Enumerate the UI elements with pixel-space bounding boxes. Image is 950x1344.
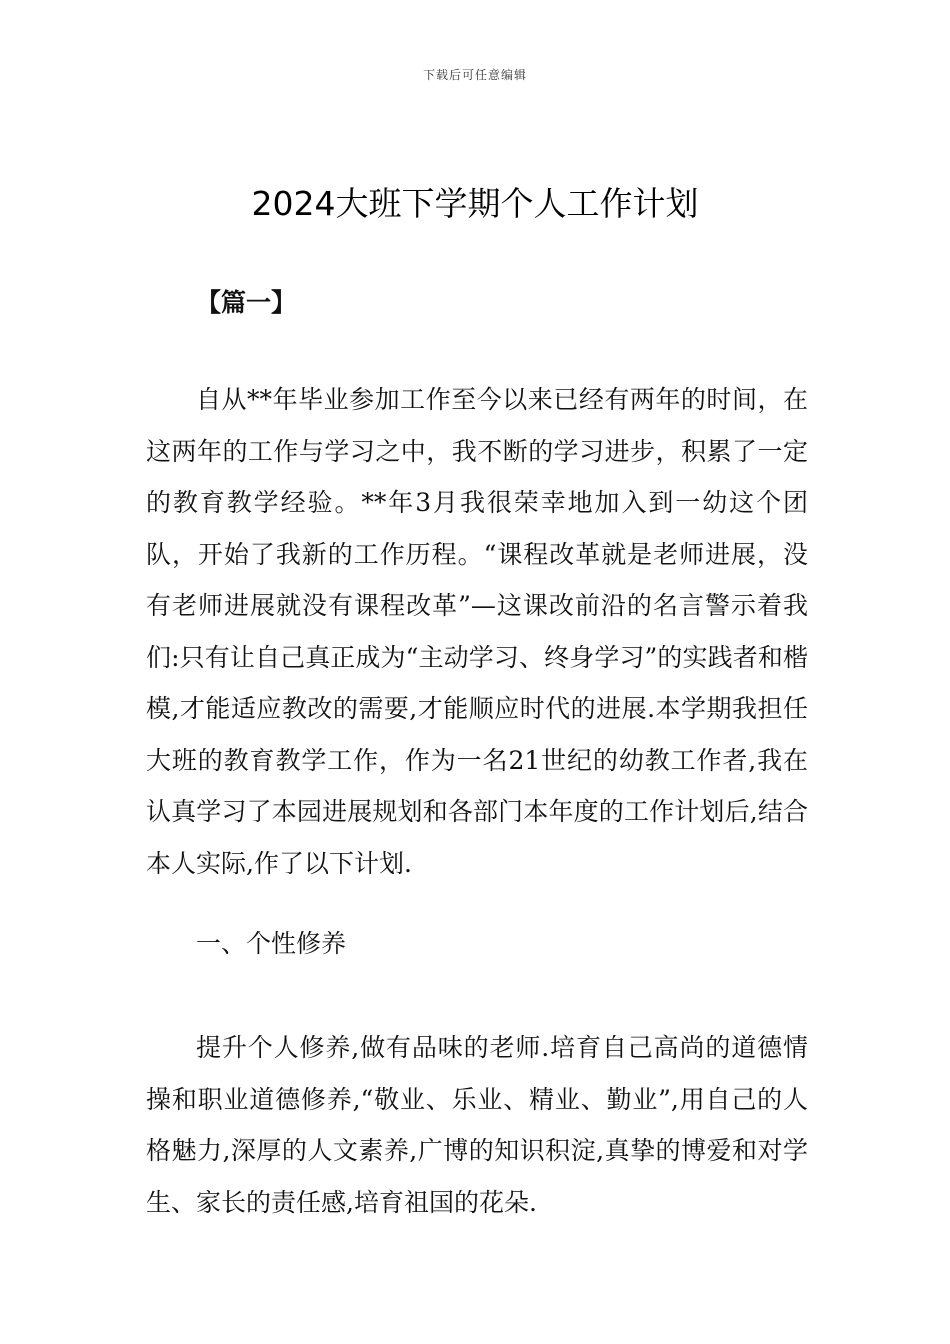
section-heading: 一、个性修养	[196, 929, 347, 958]
section-paragraph: 提升个人修养,做有品味的老师.培育自己高尚的道德情操和职业道德修养,“敬业、乐业、精业、勤业”,用自己的人格魅力,深厚的人文素养,广博的知识积淀,真挚的博爱和对学生、家长的责任感,培育祖国的花朵.	[146, 1033, 808, 1217]
section-tag: 【篇一】	[196, 288, 297, 317]
header-note: 下载后可任意编辑	[422, 68, 527, 82]
document-title: 2024大班下学期个人工作计划	[251, 184, 699, 223]
intro-paragraph: 自从**年毕业参加工作至今以来已经有两年的时间，在这两年的工作与学习之中，我不断的学习进步，积累了一定的教育教学经验。**年3月我很荣幸地加入到一幼这个团队，开始了我新的工作历程。“课程改革就是老师进展，没有老师进展就没有课程改革”—这课改前沿的名言警示着我们:只有让自己真正成为“主动学习、终身学习”的实践者和楷模,才能适应教改的需要,才能顺应时代的进展.本学期我担任大班的教育教学工作，作为一名21世纪的幼教工作者,我在认真学习了本园进展规划和各部门本年度的工作计划后,结合本人实际,作了以下计划.	[146, 385, 808, 878]
